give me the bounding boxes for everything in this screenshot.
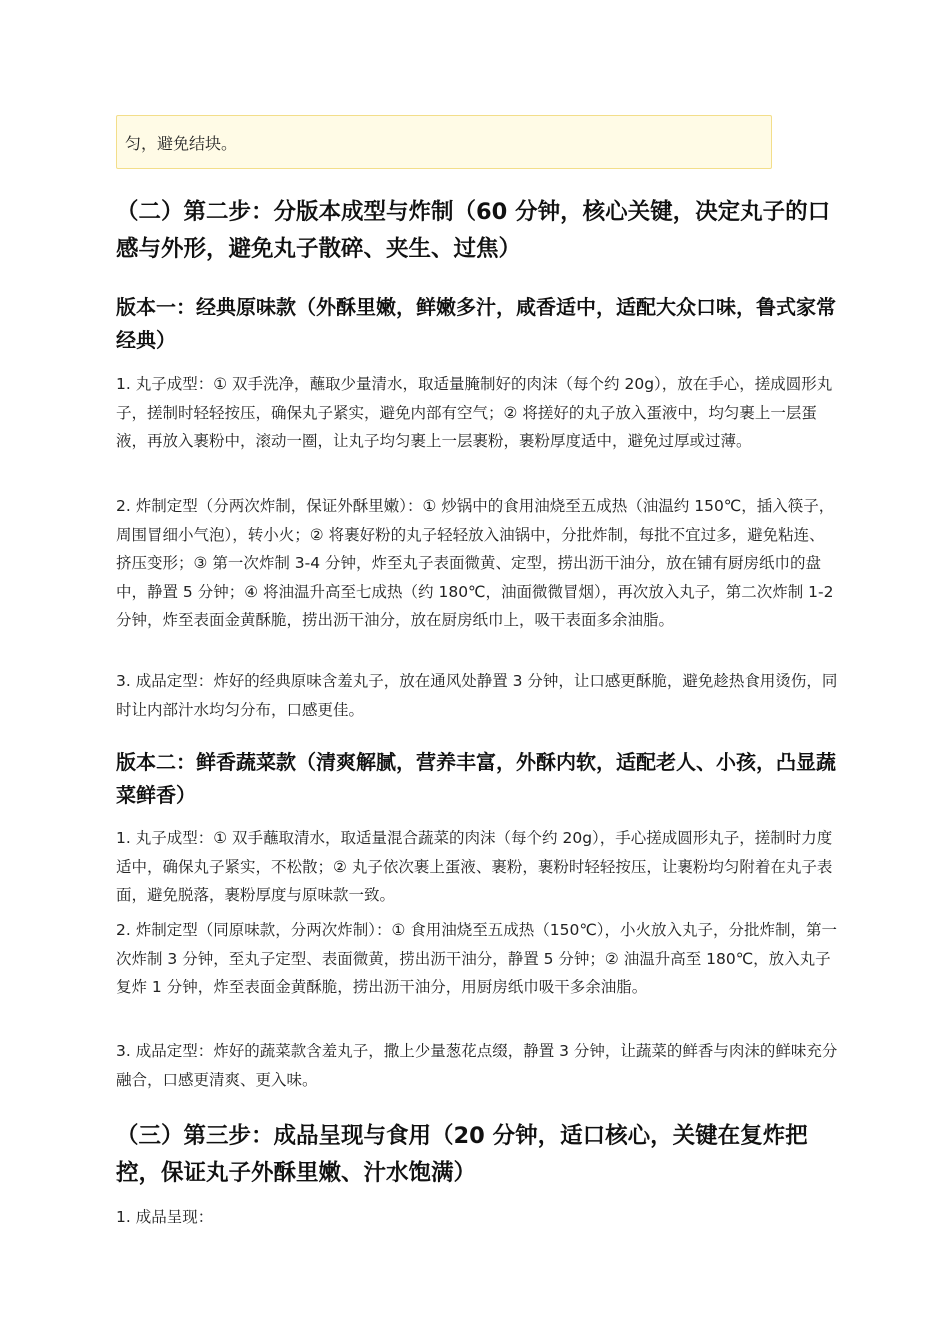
section-2-heading: （二）第二步：分版本成型与炸制（60 分钟，核心关键，决定丸子的口感与外形，避免丸子散碎、夹生、过焦） (116, 199, 831, 262)
version-2-step-1: 1. 丸子成型：① 双手蘸取清水，取适量混合蔬菜的肉沫（每个约 20g），手心搓成圆形丸子，搓制时力度适中，确保丸子紧实，不松散；② 丸子依次裹上蛋液、裹粉，裹粉时轻轻按压，让裹粉均匀附着在丸子表面，避免脱落，裹粉厚度与原味款一致。 (116, 829, 833, 904)
version-1-step-2: 2. 炸制定型（分两次炸制，保证外酥里嫩）：① 炒锅中的食用油烧至五成热（油温约 150℃，插入筷子，周围冒细小气泡），转小火；② 将裹好粉的丸子轻轻放入油锅中，分批炸制，每批不宜过多，避免粘连、挤压变形；③ 第一次炸制 3-4 分钟，炸至丸子表面微黄、定型，捞出沥干油分，放在铺有厨房纸巾的盘中，静置 5 分钟；④ 将油温升高至七成热（约 180℃，油面微微冒烟），再次放入丸子，第二次炸制 1-2 分钟，炸至表面金黄酥脆，捞出沥干油分，放在厨房纸巾上，吸干表面多余油脂。 (116, 497, 835, 629)
section-3-heading: （三）第三步：成品呈现与食用（20 分钟，适口核心，关键在复炸把控，保证丸子外酥里嫩、汁水饱满） (116, 1123, 808, 1186)
version-1-step-1: 1. 丸子成型：① 双手洗净，蘸取少量清水，取适量腌制好的肉沫（每个约 20g），放在手心，搓成圆形丸子，搓制时轻轻按压，确保丸子紧实，避免内部有空气；② 将搓好的丸子放入蛋液中，均匀裹上一层蛋液，再放入裹粉中，滚动一圈，让丸子均匀裹上一层裹粉，裹粉厚度适中，避免过厚或过薄。 (116, 375, 833, 450)
version-2-step-3: 3. 成品定型：炸好的蔬菜款含羞丸子，撒上少量葱花点缀，静置 3 分钟，让蔬菜的鲜香与肉沫的鲜味充分融合，口感更清爽、更入味。 (116, 1042, 838, 1089)
version-2-step-2: 2. 炸制定型（同原味款，分两次炸制）：① 食用油烧至五成热（150℃），小火放入丸子，分批炸制，第一次炸制 3 分钟，至丸子定型、表面微黄，捞出沥干油分，静置 5 分钟；② 油温升高至 180℃，放入丸子复炸 1 分钟，炸至表面金黄酥脆，捞出沥干油分，用厨房纸巾吸干多余油脂。 (116, 921, 838, 996)
tip-text: 匀，避免结块。 (125, 133, 238, 153)
tip-callout (116, 115, 772, 169)
version-2-heading: 版本二：鲜香蔬菜款（清爽解腻，营养丰富，外酥内软，适配老人、小孩，凸显蔬菜鲜香） (116, 750, 836, 807)
version-1-heading: 版本一：经典原味款（外酥里嫩，鲜嫩多汁，咸香适中，适配大众口味，鲁式家常经典） (116, 295, 836, 352)
version-1-step-3: 3. 成品定型：炸好的经典原味含羞丸子，放在通风处静置 3 分钟，让口感更酥脆，避免趁热食用烫伤，同时让内部汁水均匀分布，口感更佳。 (116, 672, 838, 719)
section-3-step-1: 1. 成品呈现： (116, 1208, 214, 1226)
